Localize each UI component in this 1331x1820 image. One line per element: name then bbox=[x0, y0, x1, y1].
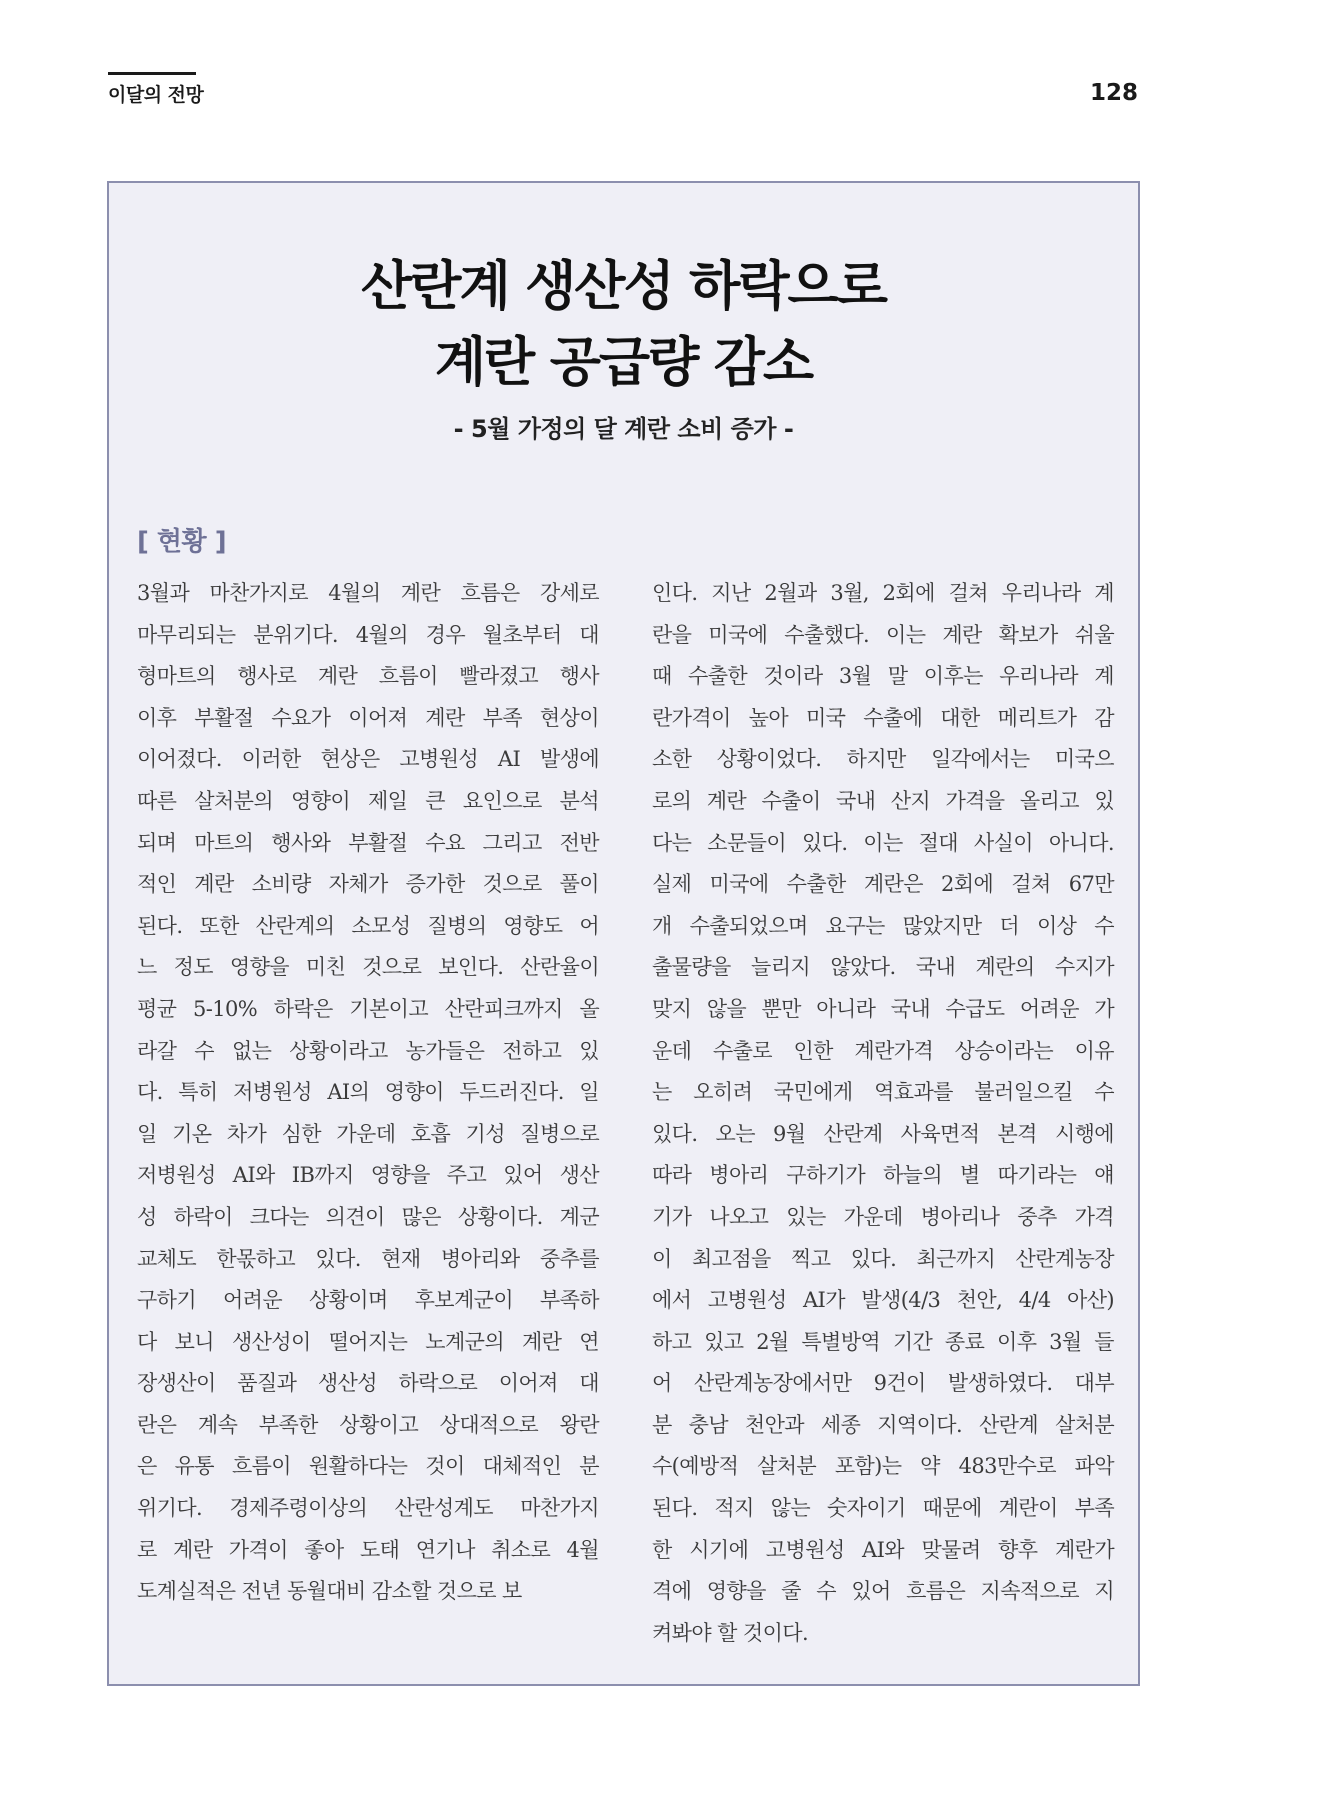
body-text-line: 기가 나오고 있는 가운데 병아리나 중추 가격 bbox=[652, 1204, 1114, 1229]
body-text-line: 있다. 오는 9월 산란계 사육면적 본격 시행에 bbox=[652, 1121, 1114, 1146]
article-box bbox=[107, 181, 1140, 1686]
body-text-line: 분 충남 천안과 세종 지역이다. 산란계 살처분 bbox=[652, 1412, 1114, 1437]
body-text-line: 켜봐야 할 것이다. bbox=[652, 1620, 809, 1645]
body-text-line: 은 유통 흐름이 원활하다는 것이 대체적인 분 bbox=[137, 1454, 599, 1479]
body-text-line: 에서 고병원성 AI가 발생(4/3 천안, 4/4 아산) bbox=[652, 1288, 1114, 1313]
status-heading: [ 현황 ] bbox=[137, 527, 227, 557]
body-text-line: 위기다. 경제주령이상의 산란성계도 마찬가지 bbox=[137, 1496, 599, 1521]
title-line: 산란계 생산성 하락으로 bbox=[361, 256, 886, 317]
title-line: 계란 공급량 감소 bbox=[434, 332, 813, 393]
body-text-line: 이 최고점을 찍고 있다. 최근까지 산란계농장 bbox=[652, 1246, 1114, 1271]
article-title bbox=[109, 249, 1138, 401]
body-text-line: 란가격이 높아 미국 수출에 대한 메리트가 감 bbox=[652, 705, 1114, 730]
body-text-line: 일 기온 차가 심한 가운데 호흡 기성 질병으로 bbox=[137, 1121, 599, 1146]
body-text-line: 다 보니 생산성이 떨어지는 노계군의 계란 연 bbox=[137, 1329, 599, 1354]
body-text-line: 따라 병아리 구하기가 하늘의 별 따기라는 얘 bbox=[652, 1163, 1114, 1188]
body-text-line: 되며 마트의 행사와 부활절 수요 그리고 전반 bbox=[137, 830, 599, 855]
body-text-line: 교체도 한몫하고 있다. 현재 병아리와 중추를 bbox=[137, 1246, 599, 1271]
body-text-line: 로의 계란 수출이 국내 산지 가격을 올리고 있 bbox=[652, 788, 1114, 813]
body-text-line: 수(예방적 살처분 포함)는 약 483만수로 파악 bbox=[652, 1454, 1114, 1479]
body-text-line: 란은 계속 부족한 상황이고 상대적으로 왕란 bbox=[137, 1412, 599, 1437]
body-text-line: 는 오히려 국민에게 역효과를 불러일으킬 수 bbox=[652, 1080, 1114, 1105]
body-text-line: 느 정도 영향을 미친 것으로 보인다. 산란율이 bbox=[137, 955, 599, 980]
right-text-column bbox=[652, 573, 1114, 1654]
body-text-line: 란을 미국에 수출했다. 이는 계란 확보가 쉬울 bbox=[652, 622, 1114, 647]
body-text-line: 소한 상황이었다. 하지만 일각에서는 미국으 bbox=[652, 747, 1114, 772]
body-text-line: 인다. 지난 2월과 3월, 2회에 걸쳐 우리나라 계 bbox=[652, 581, 1114, 605]
body-text-line: 맞지 않을 뿐만 아니라 국내 수급도 어려운 가 bbox=[652, 996, 1114, 1021]
body-text-line: 마무리되는 분위기다. 4월의 경우 월초부터 대 bbox=[137, 622, 599, 647]
body-text-line: 실제 미국에 수출한 계란은 2회에 걸쳐 67만 bbox=[652, 872, 1114, 897]
page-number: 128 bbox=[1089, 80, 1138, 106]
body-text-line: 평균 5-10% 하락은 기본이고 산란피크까지 올 bbox=[137, 996, 599, 1021]
body-text-line: 때 수출한 것이라 3월 말 이후는 우리나라 계 bbox=[652, 664, 1114, 689]
body-text-line: 저병원성 AI와 IB까지 영향을 주고 있어 생산 bbox=[137, 1163, 599, 1188]
body-text-line: 하고 있고 2월 특별방역 기간 종료 이후 3월 들 bbox=[652, 1329, 1114, 1354]
body-text-line: 로 계란 가격이 좋아 도태 연기나 취소로 4월 bbox=[137, 1537, 599, 1562]
section-label: 이달의 전망 bbox=[108, 84, 204, 106]
body-text-line: 형마트의 행사로 계란 흐름이 빨라졌고 행사 bbox=[137, 664, 599, 689]
article-subtitle: - 5월 가정의 달 계란 소비 증가 - bbox=[453, 415, 794, 443]
body-text-line: 다. 특히 저병원성 AI의 영향이 두드러진다. 일 bbox=[137, 1080, 599, 1105]
body-text-line: 따른 살처분의 영향이 제일 큰 요인으로 분석 bbox=[137, 788, 599, 813]
body-text-line: 한 시기에 고병원성 AI와 맞물려 향후 계란가 bbox=[652, 1537, 1114, 1562]
body-text-line: 성 하락이 크다는 의견이 많은 상황이다. 계군 bbox=[137, 1204, 599, 1229]
body-text-line: 장생산이 품질과 생산성 하락으로 이어져 대 bbox=[137, 1371, 599, 1396]
body-text-line: 된다. 적지 않는 숫자이기 때문에 계란이 부족 bbox=[652, 1496, 1114, 1521]
body-text-line: 운데 수출로 인한 계란가격 상승이라는 이유 bbox=[652, 1038, 1114, 1063]
body-text-line: 3월과 마찬가지로 4월의 계란 흐름은 강세로 bbox=[137, 581, 599, 605]
body-text-line: 된다. 또한 산란계의 소모성 질병의 영향도 어 bbox=[137, 913, 599, 938]
body-text-line: 개 수출되었으며 요구는 많았지만 더 이상 수 bbox=[652, 913, 1114, 938]
body-text-line: 출물량을 늘리지 않았다. 국내 계란의 수지가 bbox=[652, 955, 1114, 980]
body-text-line: 적인 계란 소비량 자체가 증가한 것으로 풀이 bbox=[137, 872, 599, 897]
body-text-line: 이후 부활절 수요가 이어져 계란 부족 현상이 bbox=[137, 705, 599, 730]
body-text-line: 어 산란계농장에서만 9건이 발생하였다. 대부 bbox=[652, 1371, 1114, 1396]
left-text-column bbox=[137, 573, 599, 1613]
body-text-line: 다는 소문들이 있다. 이는 절대 사실이 아니다. bbox=[652, 830, 1114, 855]
body-text-line: 격에 영향을 줄 수 있어 흐름은 지속적으로 지 bbox=[652, 1579, 1114, 1604]
body-text-line: 구하기 어려운 상황이며 후보계군이 부족하 bbox=[137, 1288, 599, 1313]
body-text-line: 도계실적은 전년 동월대비 감소할 것으로 보 bbox=[137, 1579, 522, 1604]
header-rule bbox=[108, 72, 196, 75]
body-text-line: 라갈 수 없는 상황이라고 농가들은 전하고 있 bbox=[137, 1038, 599, 1063]
body-text-line: 이어졌다. 이러한 현상은 고병원성 AI 발생에 bbox=[137, 747, 599, 772]
